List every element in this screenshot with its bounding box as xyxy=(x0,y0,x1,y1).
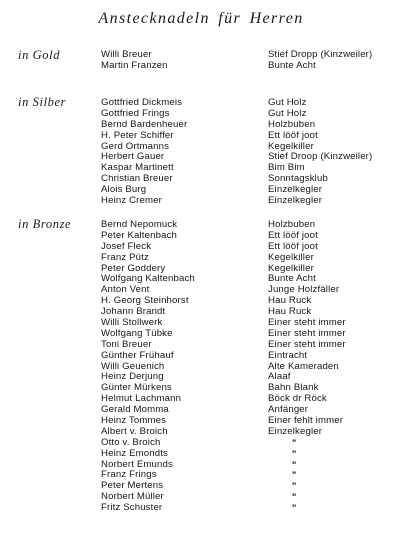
club-name: Gut Holz xyxy=(268,107,307,119)
list-item xyxy=(0,185,402,196)
list-item xyxy=(0,460,402,471)
member-name: Alois Burg xyxy=(101,184,147,196)
member-name: Toni Breuer xyxy=(101,338,152,350)
list-item xyxy=(0,131,402,142)
member-name: Heinz Cremer xyxy=(101,195,162,207)
list-item xyxy=(0,98,402,109)
member-name: Heinz Emondts xyxy=(101,447,169,459)
club-name: Gut Holz xyxy=(268,97,307,108)
club-name: Ett lööf joot xyxy=(268,129,318,141)
member-name: Anton Vent xyxy=(101,284,150,296)
club-name: Alte Kameraden xyxy=(268,360,339,372)
page-title: Anstecknadeln für Herren xyxy=(98,10,304,27)
member-name: Gottfried Frings xyxy=(101,107,170,119)
club-name: Ett lööf joot xyxy=(268,229,318,241)
club-name: Kegelkiller xyxy=(268,251,314,263)
club-name: Hau Ruck xyxy=(268,306,312,318)
club-name: Bahn Blank xyxy=(268,382,319,394)
member-name: Willi Geuenich xyxy=(101,360,165,372)
member-name: Christian Breuer xyxy=(101,173,173,185)
club-name: Hau Ruck xyxy=(268,295,312,307)
list-item xyxy=(0,253,402,264)
club-name: Bim Bim xyxy=(268,162,305,174)
club-ditto-mark: " xyxy=(292,448,297,459)
list-item xyxy=(0,50,402,61)
list-item xyxy=(0,362,402,373)
list-item xyxy=(0,416,402,427)
club-name: Einer steht immer xyxy=(268,327,346,339)
club-ditto-mark: " xyxy=(292,437,297,448)
club-name: Einer fehlt immer xyxy=(268,415,344,427)
list-item xyxy=(0,351,402,362)
list-item xyxy=(0,383,402,394)
member-name: Kaspar Martinett xyxy=(101,162,174,174)
club-name: Holzbuben xyxy=(268,219,316,230)
member-name: Gerald Momma xyxy=(101,404,169,416)
list-item xyxy=(0,152,402,163)
list-item xyxy=(0,120,402,131)
list-item xyxy=(0,394,402,405)
section-silber-list xyxy=(0,98,402,207)
member-name: Bernd Bardenheuer xyxy=(101,118,188,130)
member-name: Günther Frühauf xyxy=(101,349,174,361)
club-name: Anfänger xyxy=(268,404,309,416)
section-gold-list xyxy=(0,50,402,72)
list-item xyxy=(0,61,402,72)
member-name: Gottfried Dickmeis xyxy=(101,97,183,108)
club-name: Holzbuben xyxy=(268,118,316,130)
list-item xyxy=(0,296,402,307)
club-name: Sonntagsklub xyxy=(268,173,328,185)
club-ditto-mark: " xyxy=(292,481,297,492)
member-name: Johann Brandt xyxy=(101,306,166,318)
list-item xyxy=(0,231,402,242)
member-name: Josef Fleck xyxy=(101,240,152,252)
club-name: Kegelkiller xyxy=(268,140,314,152)
list-item xyxy=(0,163,402,174)
member-name: Heinz Derjung xyxy=(101,371,164,383)
member-name: Gerd Ortmanns xyxy=(101,140,170,152)
member-name: Franz Frings xyxy=(101,469,157,481)
club-name: Alaaf xyxy=(268,371,291,383)
club-name: Ett lööf joot xyxy=(268,240,318,252)
list-item xyxy=(0,264,402,275)
club-ditto-mark: " xyxy=(292,459,297,470)
club-name: Einer steht immer xyxy=(268,338,346,350)
member-name: Herbert Gauer xyxy=(101,151,165,163)
member-name: Peter Mertens xyxy=(101,480,164,492)
list-item xyxy=(0,372,402,383)
club-name: Stief Droop (Kinzweiler) xyxy=(268,151,373,163)
club-name: Junge Holzfäller xyxy=(268,284,340,296)
section-bronze-list xyxy=(0,220,402,514)
member-name: Albert v. Broich xyxy=(101,425,168,437)
club-name: Bunte Acht xyxy=(268,273,316,285)
member-name: Peter Goddery xyxy=(101,262,166,274)
list-item xyxy=(0,427,402,438)
member-name: Fritz Schuster xyxy=(101,502,163,514)
list-item xyxy=(0,481,402,492)
list-item xyxy=(0,242,402,253)
club-name: Stief Dropp (Kinzweiler) xyxy=(268,49,373,60)
member-name: Helmut Lachmann xyxy=(101,393,182,405)
member-name: Günter Mürkens xyxy=(101,382,172,394)
member-name: Wolfgang Kaltenbach xyxy=(101,273,195,285)
club-name: Kegelkiller xyxy=(268,262,314,274)
section-label-bronze: in Bronze xyxy=(18,217,72,231)
member-name: Bernd Nepomuck xyxy=(101,219,178,230)
member-name: Otto v. Broich xyxy=(101,436,161,448)
member-name: Peter Kaltenbach xyxy=(101,229,178,241)
club-ditto-mark: " xyxy=(292,492,297,503)
list-item xyxy=(0,109,402,120)
club-name: Einzelkegler xyxy=(268,184,323,196)
list-item xyxy=(0,285,402,296)
section-label-gold: in Gold xyxy=(18,48,61,62)
member-name: Wolfgang Tübke xyxy=(101,327,173,339)
list-item xyxy=(0,174,402,185)
list-item xyxy=(0,274,402,285)
list-item xyxy=(0,438,402,449)
member-name: Willi Breuer xyxy=(101,49,152,60)
club-name: Böck dr Röck xyxy=(268,393,327,405)
section-label-silber: in Silber xyxy=(18,95,67,109)
list-item xyxy=(0,340,402,351)
club-ditto-mark: " xyxy=(292,470,297,481)
list-item xyxy=(0,220,402,231)
member-name: H. Peter Schiffer xyxy=(101,129,174,141)
member-name: Norbert Emunds xyxy=(101,458,173,470)
club-name: Einzelkegler xyxy=(268,195,323,207)
member-name: Martin Franzen xyxy=(101,59,168,71)
member-name: H. Georg Steinhorst xyxy=(101,295,189,307)
list-item xyxy=(0,503,402,514)
member-name: Willi Stollwerk xyxy=(101,317,163,329)
member-name: Norbert Müller xyxy=(101,491,164,503)
club-name: Einzelkegler xyxy=(268,425,323,437)
club-name: Eintracht xyxy=(268,349,308,361)
club-name: Einer steht immer xyxy=(268,317,346,329)
member-name: Heinz Tommes xyxy=(101,415,167,427)
list-item xyxy=(0,196,402,207)
list-item xyxy=(0,492,402,503)
list-item xyxy=(0,470,402,481)
member-name: Franz Pütz xyxy=(101,251,149,263)
club-name: Bunte Acht xyxy=(268,59,316,71)
list-item xyxy=(0,449,402,460)
club-ditto-mark: " xyxy=(292,503,297,514)
